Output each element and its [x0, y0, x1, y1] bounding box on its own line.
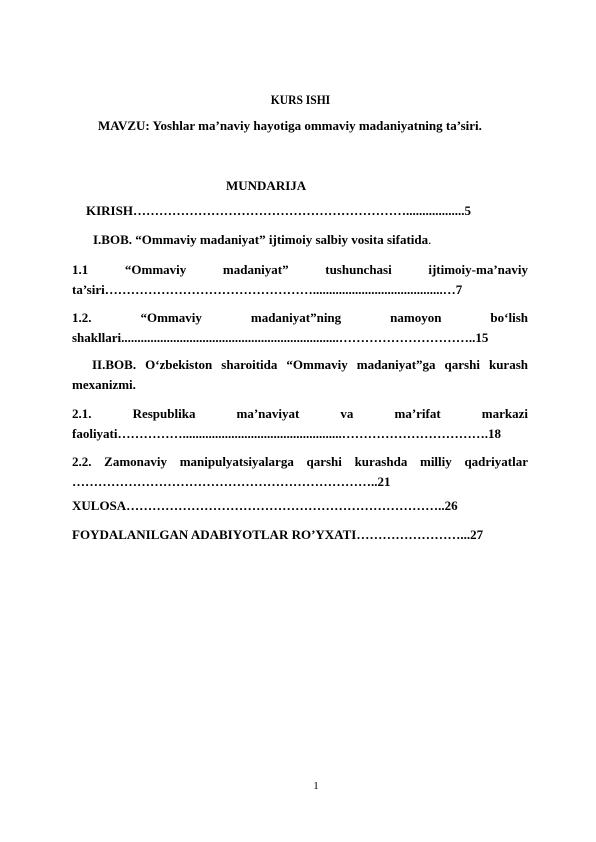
toc-chapter-2-line-2: mexanizmi. — [72, 377, 136, 392]
toc-entry-2-2-line-1: 2.2. Zamonaviy manipulyatsiyalarga qarshi kurashda milliy qadriyatlar — [72, 454, 528, 469]
toc-entry-kirish: KIRISH………………………………………………………..................5 — [86, 203, 471, 218]
document-kind: KURS ISHI — [270, 92, 331, 107]
toc-entry-2-1-line-2: faoliyati…………….................................................…………………………….18 — [72, 426, 501, 441]
toc-entry-1-1 — [72, 260, 528, 300]
toc-entry-references: FOYDALANILGAN ADABIYOTLAR RO’YXATI……………………...27 — [72, 527, 484, 542]
toc-entry-2-2-line-2: ……………………………………………………………..21 — [72, 474, 391, 489]
toc-chapter-1-title: I.BOB. “Ommaviy madaniyat” ijtimoiy salbiy vosita sifatida — [93, 232, 429, 247]
document-topic: MAVZU: Yoshlar ma’naviy hayotiga ommaviy madaniyatning ta’siri. — [98, 118, 482, 133]
toc-chapter-2-line-1: II.BOB. O‘zbekiston sharoitida “Ommaviy madaniyat”ga qarshi kurash — [92, 357, 528, 372]
toc-entry-1-2 — [72, 308, 528, 348]
page-number: 1 — [313, 780, 319, 792]
toc-entry-chapter-1 — [93, 232, 431, 248]
toc-entry-chapter-2 — [72, 355, 528, 395]
toc-entry-1-2-line-1: 1.2. “Ommaviy madaniyat”ning namoyon bo‘lish — [72, 310, 528, 325]
toc-chapter-1-tail: . — [428, 232, 432, 247]
toc-entry-2-2 — [72, 452, 528, 492]
toc-entry-xulosa: XULOSA………………………………………………………………..26 — [72, 498, 458, 513]
toc-entry-2-1-line-1: 2.1. Respublika ma’naviyat va ma’rifat markazi — [72, 406, 528, 421]
toc-entry-1-1-line-2: ta’siri…………………………………………........................................…7 — [72, 282, 463, 297]
toc-entry-1-1-line-1: 1.1 “Ommaviy madaniyat” tushunchasi ijtimoiy-ma’naviy — [72, 262, 528, 277]
toc-entry-2-1 — [72, 404, 528, 444]
toc-title: MUNDARIJA — [226, 178, 307, 193]
toc-entry-1-2-line-2: shakllari...................................................................…………………………..15 — [72, 330, 489, 345]
